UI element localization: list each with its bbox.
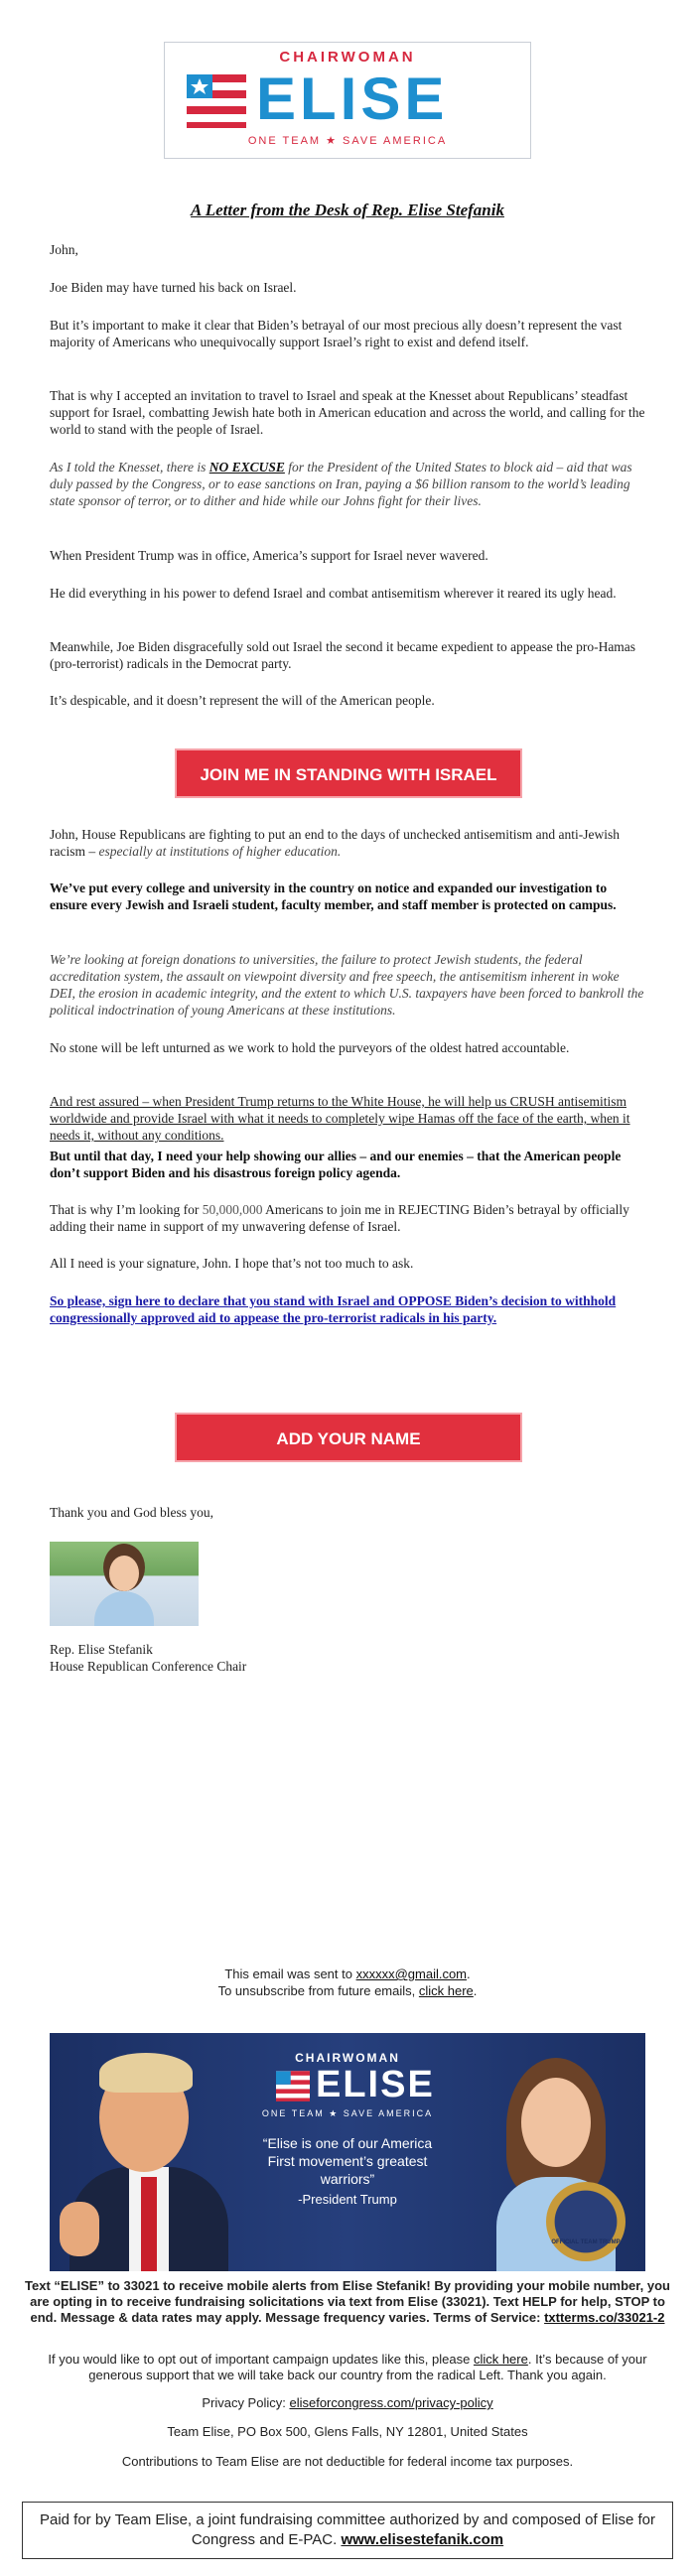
banner-flag-icon <box>276 2069 310 2102</box>
paragraph-4 <box>50 459 645 509</box>
team-trump-badge-icon <box>546 2182 626 2261</box>
paragraph-13: And rest assured – when President Trump returns to the White House, he will help us CRUSH antisemitism worldwide and provide Israel with what it needs to completely wipe Hamas off the face of the earth, when it needs it, without any conditions. <box>50 1094 630 1143</box>
add-your-name-button[interactable]: ADD YOUR NAME <box>175 1413 522 1462</box>
goal-number: 50,000,000 <box>202 1202 263 1217</box>
p15-end: Americans to join me in REJECTING Biden’s betrayal by officially adding their name in support of my unwavering defense of Israel. <box>50 1202 629 1234</box>
letter-title: A Letter from the Desk of Rep. Elise Stefanik <box>191 201 504 219</box>
mailing-address: Team Elise, PO Box 500, Glens Falls, NY 12801, United States <box>167 2424 528 2439</box>
sent-suffix: . <box>467 1966 471 1981</box>
p4-start: As I told the Knesset, there is <box>50 460 209 475</box>
paragraph-7: Meanwhile, Joe Biden disgracefully sold out Israel the second it became expedient to appease the pro-Hamas (pro-terrorist) radicals in the Democrat party. <box>50 639 636 671</box>
opt-out-notice <box>20 2352 675 2383</box>
greeting: John, <box>50 242 78 257</box>
sign-petition-link[interactable]: So please, sign here to declare that you stand with Israel and OPPOSE Biden’s decision to withhold congressionally approved aid to appease the pro-terrorist radicals in his party. <box>50 1293 617 1325</box>
trump-tie <box>141 2177 157 2271</box>
p9-italic: especially at institutions of higher education. <box>98 844 342 859</box>
paragraph-11: We’re looking at foreign donations to universities, the failure to protect Jewish students, the federal accreditation system, the assault on viewpoint diversity and free speech, the antisemitism inherent in woke DEI, the erosion in academic integrity, and the extent to which U.S. taxpayers have been forced to bankroll the political indoctrination of young Americans at these institutions. <box>50 952 644 1017</box>
campaign-logo <box>164 42 531 159</box>
quote-attribution: -President Trump <box>298 2192 397 2207</box>
website-link[interactable]: www.elisestefanik.com <box>341 2531 504 2548</box>
p4-end: for the President of the United States to block aid – aid that was duly passed by the Congress, or to ease sanctions on Iran, paying a $6 billion ransom to the world’s leading state sponsor of terror, or to dither and hide while our Johns fight for their lives. <box>50 460 632 508</box>
signature-title: House Republican Conference Chair <box>50 1659 247 1674</box>
photo-head <box>109 1556 139 1591</box>
paragraph-9 <box>50 826 645 860</box>
elise-stefanik-photo <box>50 1542 199 1626</box>
paragraph-16: All I need is your signature, John. I hope that’s not too much to ask. <box>50 1256 414 1271</box>
unsub-prefix: To unsubscribe from future emails, <box>217 1983 419 1998</box>
flag-icon <box>187 70 246 130</box>
tax-disclaimer: Contributions to Team Elise are not deductible for federal income tax purposes. <box>121 2454 574 2469</box>
paragraph-17 <box>50 1292 645 1326</box>
p15-start: That is why I’m looking for <box>50 1202 203 1217</box>
sms-terms-link[interactable]: txtterms.co/33021-2 <box>544 2310 665 2325</box>
paragraph-10: We’ve put every college and university in the country on notice and expanded our investigation to ensure every Jewish and Israeli student, faculty member, and staff member is protected on campus. <box>50 881 617 912</box>
badge-text: OFFICIAL TEAM TRUMP <box>551 2239 621 2245</box>
paid-for-by-box <box>22 2502 673 2559</box>
privacy-policy-line <box>0 2395 695 2411</box>
unsub-suffix: . <box>473 1983 478 1998</box>
thumbs-up-icon <box>60 2202 99 2256</box>
paragraph-2: But it’s important to make it clear that Biden’s betrayal of our most precious ally doesn’t represent the vast majority of Americans who unequivocally support Israel’s right to exist and defend itself. <box>50 318 623 349</box>
optout-suffix: . It’s because of your generous support that we will take back our country from the radical Left. Thank you again. <box>88 2352 647 2382</box>
signoff: Thank you and God bless you, <box>50 1505 213 1520</box>
sent-prefix: This email was sent to <box>224 1966 356 1981</box>
optout-prefix: If you would like to opt out of important campaign updates like this, please <box>48 2352 474 2367</box>
banner-chairwoman-text: CHAIRWOMAN <box>295 2051 400 2065</box>
sms-text: Text “ELISE” to 33021 to receive mobile alerts from Elise Stefanik! By providing your mobile number, you are opting in to receive fundraising solicitations via text from Elise (33021). Text HELP for help, STOP to end. Message & data rates may apply. Message frequency varies. Terms of Service: <box>25 2278 670 2325</box>
paragraph-5: When President Trump was in office, America’s support for Israel never wavered. <box>50 548 488 563</box>
unsubscribe-line <box>0 1983 695 1999</box>
logo-chairwoman-text: CHAIRWOMAN <box>279 49 416 66</box>
paragraph-14: But until that day, I need your help showing our allies – and our enemies – that the American people don’t support Biden and his disastrous foreign policy agenda. <box>50 1149 622 1180</box>
elise-face <box>521 2078 591 2167</box>
logo-tagline: ONE TEAM ★ SAVE AMERICA <box>247 135 448 147</box>
paragraph-12: No stone will be left unturned as we work to hold the purveyors of the oldest hatred accountable. <box>50 1040 570 1055</box>
privacy-prefix: Privacy Policy: <box>202 2395 290 2410</box>
trump-hair <box>99 2053 193 2093</box>
paragraph-8: It’s despicable, and it doesn’t represent the will of the American people. <box>50 693 435 708</box>
recipient-email-link[interactable]: xxxxxx@gmail.com <box>355 1966 468 1981</box>
trump-endorsement-banner[interactable] <box>50 2033 645 2271</box>
trump-figure <box>60 2053 228 2271</box>
opt-out-link[interactable]: click here <box>473 2352 528 2367</box>
stand-with-israel-button[interactable]: JOIN ME IN STANDING WITH ISRAEL <box>175 748 522 798</box>
paid-for-text: Paid for by Team Elise, a joint fundraising committee authorized by and composed of Elise for Congress and E-PAC. <box>39 2511 656 2548</box>
privacy-policy-link[interactable]: eliseforcongress.com/privacy-policy <box>289 2395 493 2410</box>
p9-start: John, House Republicans are fighting to put an end to the days of unchecked antisemitism and anti-Jewish racism – <box>50 827 621 859</box>
signature-name: Rep. Elise Stefanik <box>50 1642 153 1657</box>
logo-elise-text: ELISE <box>256 66 449 132</box>
paragraph-15 <box>50 1201 645 1235</box>
paragraph-1: Joe Biden may have turned his back on Israel. <box>50 280 297 295</box>
trump-quote: “Elise is one of our America First movement’s greatest warriors” <box>262 2135 433 2187</box>
sms-disclaimer <box>20 2278 675 2326</box>
paragraph-3: That is why I accepted an invitation to travel to Israel and speak at the Knesset about Republicans’ steadfast support for Israel, combatting Jewish hate both in American education and across the world, and calling for the world to stand with the people of Israel. <box>50 388 645 437</box>
photo-body <box>94 1591 154 1626</box>
banner-elise-text: ELISE <box>316 2064 435 2105</box>
sent-to-line <box>0 1966 695 1982</box>
no-excuse-emphasis: NO EXCUSE <box>208 460 285 475</box>
banner-tagline: ONE TEAM ★ SAVE AMERICA <box>261 2108 434 2118</box>
paragraph-6: He did everything in his power to defend Israel and combat antisemitism wherever it reared its ugly head. <box>50 586 617 601</box>
unsubscribe-link[interactable]: click here <box>418 1983 474 1998</box>
